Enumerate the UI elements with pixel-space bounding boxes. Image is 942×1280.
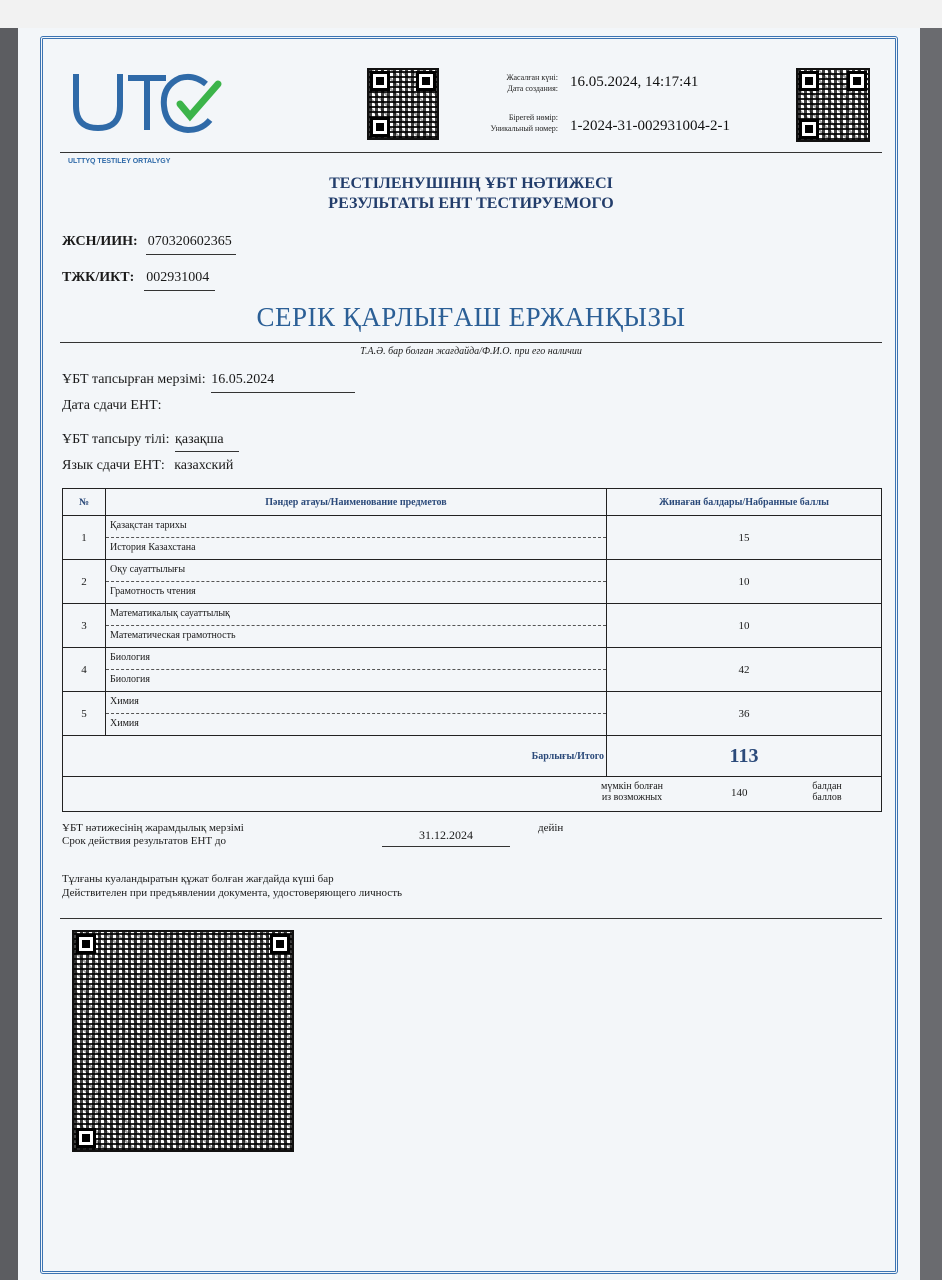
- header-divider: [60, 152, 882, 153]
- iin-label: ЖСН/ИИН:: [62, 234, 138, 249]
- utc-logo-icon: [68, 66, 228, 146]
- table-row: [63, 604, 882, 648]
- validity-label-kz: ҰБТ нәтижесінің жарамдылық мерзімі: [62, 822, 244, 834]
- row-number: 5: [63, 692, 106, 736]
- qr-code-header-right: [796, 68, 870, 142]
- ikt-value: 002931004: [144, 270, 215, 291]
- note-ru: Действителен при предъявлении документа, удостоверяющего личность: [62, 887, 403, 899]
- title-ru: РЕЗУЛЬТАТЫ ЕНТ ТЕСТИРУЕМОГО: [328, 195, 614, 212]
- points-label-ru: баллов: [812, 792, 842, 803]
- unique-label-ru: Уникальный номер:: [490, 124, 558, 133]
- col-subject-header: Пәндер атауы/Наименование предметов: [106, 489, 607, 516]
- row-score: 10: [607, 604, 882, 648]
- table-row: [63, 648, 882, 692]
- col-num-header: №: [63, 489, 106, 516]
- exam-date-label-kz: ҰБТ тапсырған мерзімі:: [62, 372, 206, 387]
- results-table: [62, 488, 882, 812]
- created-label-kz: Жасалған күні:: [506, 73, 558, 82]
- points-label-kz: балдан: [812, 781, 842, 792]
- subject-ru: Биология: [110, 674, 151, 685]
- qr-code-header: [367, 68, 439, 140]
- possible-row: [63, 777, 882, 812]
- possible-label-ru: из возможных: [601, 792, 663, 803]
- full-name: СЕРІК ҚАРЛЫҒАШ ЕРЖАНҚЫЗЫ: [256, 302, 686, 332]
- name-underline: [60, 342, 882, 343]
- row-subject: [106, 648, 607, 692]
- subject-ru: Грамотность чтения: [110, 586, 196, 597]
- exam-lang-label-ru: Язык сдачи ЕНТ:: [62, 458, 165, 473]
- ikt-label: ТЖК/ИКТ:: [62, 270, 135, 285]
- table-row: [63, 560, 882, 604]
- row-number: 4: [63, 648, 106, 692]
- subject-kz: Қазақстан тарихы: [106, 516, 606, 538]
- iin-value: 070320602365: [146, 234, 236, 255]
- top-bar: [0, 0, 942, 28]
- validity-until: дейін: [538, 822, 564, 834]
- total-label: Барлығы/Итого: [63, 736, 607, 777]
- row-score: 10: [607, 560, 882, 604]
- exam-lang-value-ru: казахский: [174, 458, 234, 473]
- total-value: 113: [607, 736, 882, 777]
- exam-lang-label-kz: ҰБТ тапсыру тілі:: [62, 432, 170, 447]
- row-score: 15: [607, 516, 882, 560]
- created-label-ru: Дата создания:: [507, 84, 558, 93]
- row-number: 3: [63, 604, 106, 648]
- utc-logo: [68, 66, 228, 166]
- right-margin: [920, 28, 942, 1280]
- row-number: 2: [63, 560, 106, 604]
- row-subject: [106, 560, 607, 604]
- title-kz: ТЕСТІЛЕНУШІНІҢ ҰБТ НӘТИЖЕСІ: [329, 175, 613, 192]
- exam-date-label-ru: Дата сдачи ЕНТ:: [62, 398, 162, 413]
- row-score: 36: [607, 692, 882, 736]
- created-value: 16.05.2024, 14:17:41: [570, 74, 699, 90]
- col-score-header: Жинаған балдары/Набранные баллы: [607, 489, 882, 516]
- subject-kz: Оқу сауаттылығы: [106, 560, 606, 582]
- subject-kz: Биология: [106, 648, 606, 670]
- subject-ru: Химия: [110, 718, 139, 729]
- table-row: [63, 516, 882, 560]
- possible-value: 140: [731, 787, 748, 799]
- note-kz: Тұлғаны куәландыратын құжат болған жағдайда күші бар: [62, 873, 334, 885]
- qr-code-main: [72, 930, 294, 1152]
- subject-kz: Математикалық сауаттылық: [106, 604, 606, 626]
- exam-lang-value-kz: қазақша: [175, 432, 239, 452]
- unique-label-kz: Бірегей нөмір:: [508, 113, 558, 122]
- possible-label-kz: мүмкін болған: [601, 781, 663, 792]
- name-note: Т.А.Ә. бар болған жағдайда/Ф.И.О. при его наличии: [360, 346, 582, 357]
- bottom-divider: [60, 918, 882, 919]
- row-subject: [106, 604, 607, 648]
- subject-ru: Математическая грамотность: [110, 630, 236, 641]
- logo-caption: ULTTYQ TESTILEY ORTALYGY: [68, 158, 171, 165]
- row-score: 42: [607, 648, 882, 692]
- validity-label-ru: Срок действия результатов ЕНТ до: [62, 835, 226, 847]
- subject-ru: История Казахстана: [110, 542, 196, 553]
- left-margin: [0, 28, 18, 1280]
- row-subject: [106, 516, 607, 560]
- row-number: 1: [63, 516, 106, 560]
- row-subject: [106, 692, 607, 736]
- table-row: [63, 692, 882, 736]
- unique-value: 1-2024-31-002931004-2-1: [570, 118, 730, 134]
- exam-date-value: 16.05.2024: [211, 372, 355, 393]
- subject-kz: Химия: [106, 692, 606, 714]
- validity-date: 31.12.2024: [382, 828, 510, 847]
